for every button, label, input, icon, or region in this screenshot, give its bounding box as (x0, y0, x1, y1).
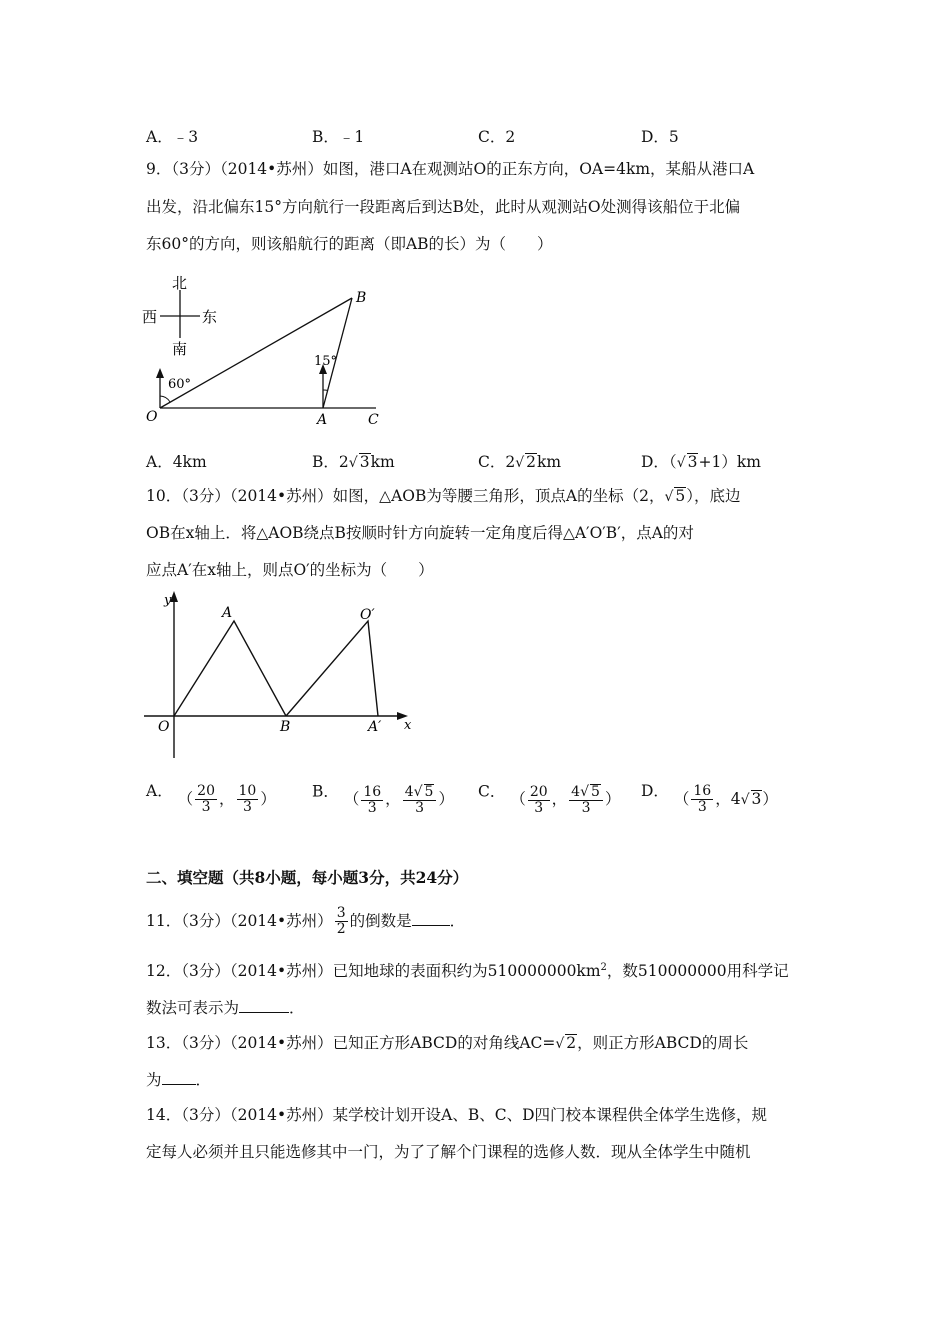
section-2-title: 二、填空题（共8小题，每小题3分，共24分） (146, 868, 469, 887)
q10-line-2: OB在x轴上．将△AOB绕点B按顺时针方向旋转一定角度后得△A′O′B′，点A的对 (146, 524, 694, 542)
q12-line-1: 12．（3分）（2014•苏州）已知地球的表面积约为$510000000km^2$，数510000000用科学记 (146, 961, 789, 980)
point-o: O (146, 409, 158, 425)
q10-figure (140, 588, 430, 763)
q10-line-3: 应点A′在x轴上，则点O′的坐标为（ ） (146, 561, 434, 579)
q10-option-c: C． （ $\frac{20}{3}$ ， $\frac{4√ 5}{3}$ ） (478, 782, 621, 817)
q9-line-1: 9．（3分）（2014•苏州）如图，港口A在观测站O的正东方向，OA=4km，某船从港口A (146, 160, 755, 178)
point-a-prime: A′ (368, 719, 382, 735)
point-a: A (222, 605, 233, 621)
axis-y: y (164, 593, 172, 608)
q8-option-a: A．﹣3 (146, 128, 199, 146)
q8-option-c: C．2 (478, 128, 516, 146)
compass-east: 东 (202, 308, 218, 326)
q9-option-b: B．2√ 3km (312, 453, 395, 471)
compass-north: 北 (172, 274, 188, 292)
compass-west: 西 (142, 308, 158, 326)
q14-line-1: 14．（3分）（2014•苏州）某学校计划开设A、B、C、D四门校本课程供全体学生选修，规 (146, 1106, 768, 1124)
q9-option-d: D．（√ 3+1）km (641, 453, 761, 471)
point-b: B (280, 719, 291, 735)
point-o-prime: O′ (360, 607, 375, 623)
q10-option-d: D． （ $\frac{16}{3}$ ，4√ 3） (641, 781, 778, 816)
q10-line-1: 10．（3分）（2014•苏州）如图，△AOB为等腰三角形，顶点A的坐标（2，√ 5），底边 (146, 487, 741, 505)
q12-line-2: 数法可表示为 ． (146, 999, 305, 1017)
q9-line-2: 出发，沿北偏东15°方向航行一段距离后到达B处，此时从观测站O处测得该船位于北偏 (146, 198, 741, 216)
q11: 11．（3分）（2014•苏州） $\frac{3}{2}$ 的倒数是 ． (146, 905, 466, 938)
q10-option-b: B． （ $\frac{16}{3}$ ， $\frac{4√ 5}{3}$ ） (312, 782, 454, 817)
q13-line-2: 为 ． (146, 1071, 212, 1089)
axis-x: x (404, 718, 412, 733)
q9-line-3: 东60°的方向，则该船航行的距离（即AB的长）为（ ） (146, 235, 553, 253)
q8-option-b: B．﹣1 (312, 128, 365, 146)
angle-60: 60° (168, 377, 192, 392)
q9-option-a: A．4km (146, 453, 207, 471)
point-a: A (317, 412, 328, 428)
q10-option-a: A． （ $\frac{20}{3}$ ， $\frac{10}{3}$ ） (146, 781, 276, 816)
angle-15: 15° (314, 354, 338, 369)
q9-figure (140, 268, 400, 433)
q9-option-c: C．2√ 2km (478, 453, 562, 471)
point-c: C (368, 412, 379, 428)
q14-line-2: 定每人必须并且只能选修其中一门，为了了解个门课程的选修人数．现从全体学生中随机 (146, 1143, 751, 1161)
q8-option-d: D．5 (641, 128, 679, 146)
point-b: B (356, 290, 367, 306)
point-o: O (158, 719, 170, 735)
compass-south: 南 (172, 340, 188, 358)
q13-line-1: 13．（3分）（2014•苏州）已知正方形ABCD的对角线AC=√ 2，则正方形ABCD的周长 (146, 1034, 749, 1052)
